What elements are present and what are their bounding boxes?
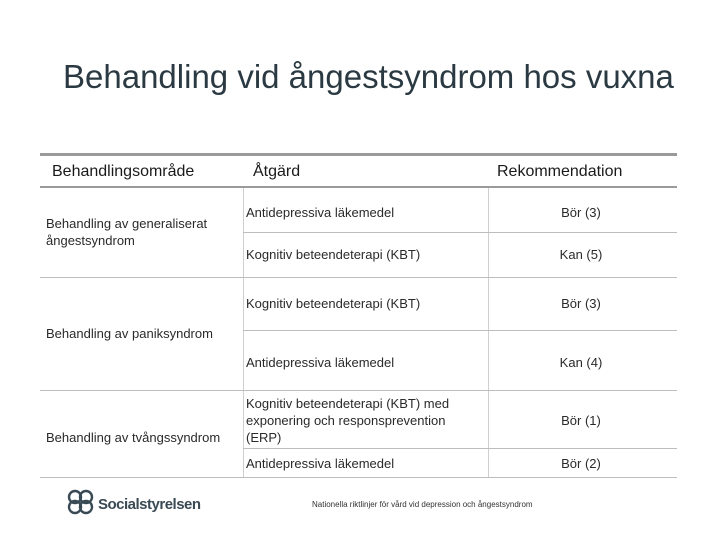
table-row-action: Antidepressiva läkemedel bbox=[246, 456, 395, 471]
area-ocd: Behandling av tvångssyndrom bbox=[46, 430, 221, 445]
header-recommendation: Rekommendation bbox=[497, 163, 623, 180]
table-row-action: Kognitiv beteendeterapi (KBT) bbox=[246, 296, 421, 311]
table-row-action: Kognitiv beteendeterapi (KBT) med exponering och responsprevention (ERP) bbox=[246, 396, 450, 445]
table-row-action: Kognitiv beteendeterapi (KBT) bbox=[246, 247, 421, 262]
table-row-recommendation: Bör (3) bbox=[561, 205, 601, 220]
table-row-recommendation: Bör (3) bbox=[561, 296, 601, 311]
row-divider bbox=[40, 390, 677, 391]
table-row-recommendation: Bör (1) bbox=[561, 413, 601, 428]
logo-text: Socialstyrelsen bbox=[98, 496, 201, 513]
page-title: Behandling vid ångestsyndrom hos vuxna bbox=[63, 58, 674, 95]
table-row-recommendation: Kan (4) bbox=[559, 355, 603, 370]
header-action: Åtgärd bbox=[253, 163, 301, 180]
row-divider bbox=[243, 232, 677, 233]
recommendation-table bbox=[40, 153, 677, 478]
area-panic: Behandling av paniksyndrom bbox=[46, 326, 213, 341]
row-divider bbox=[40, 277, 677, 278]
footer-note: Nationella riktlinjer för vård vid depression och ångestsyndrom bbox=[312, 500, 533, 509]
socialstyrelsen-logo-icon bbox=[66, 489, 96, 515]
table-row-action: Antidepressiva läkemedel bbox=[246, 355, 395, 370]
row-divider bbox=[40, 477, 677, 478]
row-divider bbox=[243, 448, 677, 449]
header-area: Behandlingsområde bbox=[52, 163, 195, 180]
table-row-action: Antidepressiva läkemedel bbox=[246, 205, 395, 220]
table-row-recommendation: Kan (5) bbox=[559, 247, 603, 262]
row-divider bbox=[243, 330, 677, 331]
table-row-recommendation: Bör (2) bbox=[561, 456, 601, 471]
area-generalized: Behandling av generaliserat ångestsyndrom bbox=[46, 216, 208, 248]
